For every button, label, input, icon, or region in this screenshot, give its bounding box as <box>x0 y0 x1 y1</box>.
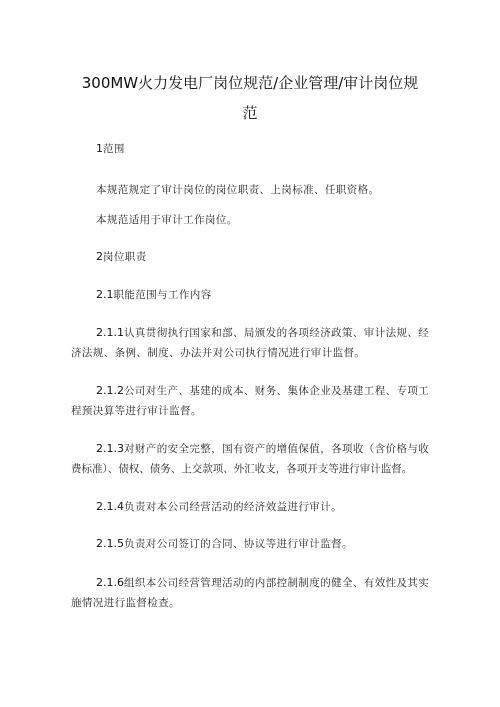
clause-text: 费标准）、债权、债务、上交款项、外汇收支，各项开支等进行审计监督。 <box>71 463 413 475</box>
clause-text: 对财产的安全完整，国有资产的增值保值，各项收（含价格与收 <box>124 443 430 455</box>
clause-text: 济法规、条例、制度、办法并对公司执行情况进行审计监督。 <box>71 347 366 359</box>
clause-number: 2.1.4 <box>96 500 124 513</box>
clause-text: 认真贯彻执行国家和部、局颁发的各项经济政策、审计法规、经 <box>124 327 430 339</box>
section-title: 职能范围与工作内容 <box>113 289 212 301</box>
clause-text: 负责对公司签订的合同、协议等进行审计监督。 <box>124 538 353 550</box>
clause-text: 公司对生产、基建的成本、财务、集体企业及基建工程、专项工 <box>124 385 430 397</box>
clause-2-1-6-line2 <box>71 595 180 610</box>
section-number: 2.1 <box>96 288 114 301</box>
clause-number: 2.1.6 <box>96 576 124 589</box>
clause-2-1-5 <box>96 536 353 551</box>
clause-2-1-3-line2 <box>71 461 412 476</box>
clause-2-1-1-line1 <box>96 325 429 340</box>
document-title-line2: 范 <box>242 104 258 122</box>
clause-2-1-4 <box>96 499 342 514</box>
clause-number: 2.1.1 <box>96 326 124 339</box>
section-title: 范围 <box>103 143 125 155</box>
document-title-line1: 300MW火力发电厂岗位规范/企业管理/审计岗位规 <box>81 74 419 92</box>
paragraph-scope-applicability <box>96 212 238 227</box>
section-heading-scope <box>96 141 125 156</box>
paragraph-scope-definition <box>96 182 379 197</box>
section-heading-duties <box>96 249 147 264</box>
subsection-heading-functions <box>96 287 212 302</box>
section-title: 岗位职责 <box>103 251 147 263</box>
paragraph-text: 本规范规定了审计岗位的岗位职责、上岗标准、任职资格。 <box>96 184 380 196</box>
clause-text: 施情况进行监督检查。 <box>71 597 180 609</box>
clause-2-1-1-line2 <box>71 345 365 360</box>
clause-text: 程预决算等进行审计监督。 <box>71 405 202 417</box>
section-number: 1 <box>96 142 103 155</box>
paragraph-text: 本规范适用于审计工作岗位。 <box>96 214 238 226</box>
clause-2-1-3-line1 <box>96 441 429 456</box>
clause-number: 2.1.5 <box>96 537 124 550</box>
clause-number: 2.1.2 <box>96 384 124 397</box>
clause-number: 2.1.3 <box>96 442 124 455</box>
clause-text: 组织本公司经营管理活动的内部控制制度的健全、有效性及其实 <box>124 577 430 589</box>
clause-2-1-2-line1 <box>96 383 429 398</box>
clause-text: 负责对本公司经营活动的经济效益进行审计。 <box>124 501 342 513</box>
section-number: 2 <box>96 250 103 263</box>
clause-2-1-2-line2 <box>71 403 202 418</box>
clause-2-1-6-line1 <box>96 575 429 590</box>
